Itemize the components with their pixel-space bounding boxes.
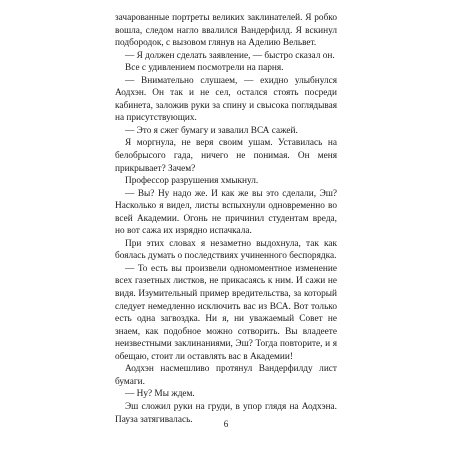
paragraph: Все с удивлением посмотрели на парня.: [125, 63, 284, 74]
page-number: 6: [223, 419, 229, 429]
paragraph: — Это я сжег бумагу и завалил ВСА сажей.: [125, 125, 298, 136]
paragraph: — Вы? Ну надо же. И как же вы это сделали, Эш? Насколько я видел, листы вспыхнули одновременно во всей Академии. Огонь не причинил студентам вреда, но вот сажа их изрядно испачкала.: [115, 188, 337, 237]
paragraph: Аодхэн насмешливо протянул Вандерфилду лист бумаги.: [115, 364, 337, 387]
paragraph: При этих словах я незаметно выдохнула, так как боялась думать о последствиях учиненного беспорядка.: [115, 238, 337, 262]
paragraph: — Я должен сделать заявление, — быстро сказал он.: [125, 50, 335, 61]
paragraph: — То есть вы произвели одномоментное изменение всех газетных листков, не прикасаясь к ним. И сажи не видя. Изумительный пример вредительства, за который следует немедленно исключить вас из ВСА. Вот только есть одна загвоздка. Ни я, ни уважаемый Совет не знаем, как подобное можно сотворить. Вы владеете неизвестными заклинаниями, Эш? Тогда повторите, и я обещаю, стоит ли оставлять вас в Академии!: [115, 263, 337, 362]
paragraph: — Ну? Мы ждем.: [125, 389, 195, 400]
paragraph: зачарованные портреты великих заклинателей. Я робко вошла, следом нагло ввалился Вандерфилд. Я вскинул подбородок, с вызовом глянув на Аделию Вельвет.: [115, 13, 337, 49]
paragraph: Я моргнула, не веря своим ушам. Уставилась на белобрысого гада, ничего не понимая. Он меня прикрывает? Зачем?: [115, 138, 337, 174]
paragraph: — Внимательно слушаем, — ехидно улыбнулся Аодхэн. Он так и не сел, остался стоять посреди кабинета, заложив руки за спину и свысока поглядывая на присутствующих.: [115, 75, 337, 124]
paragraph: Профессор разрушения хмыкнул.: [125, 176, 259, 187]
body-text: [115, 12, 337, 426]
book-page: [115, 12, 337, 444]
paragraph: Эш сложил руки на груди, в упор глядя на Аодхэна. Пауза затягивалась.: [115, 401, 337, 425]
